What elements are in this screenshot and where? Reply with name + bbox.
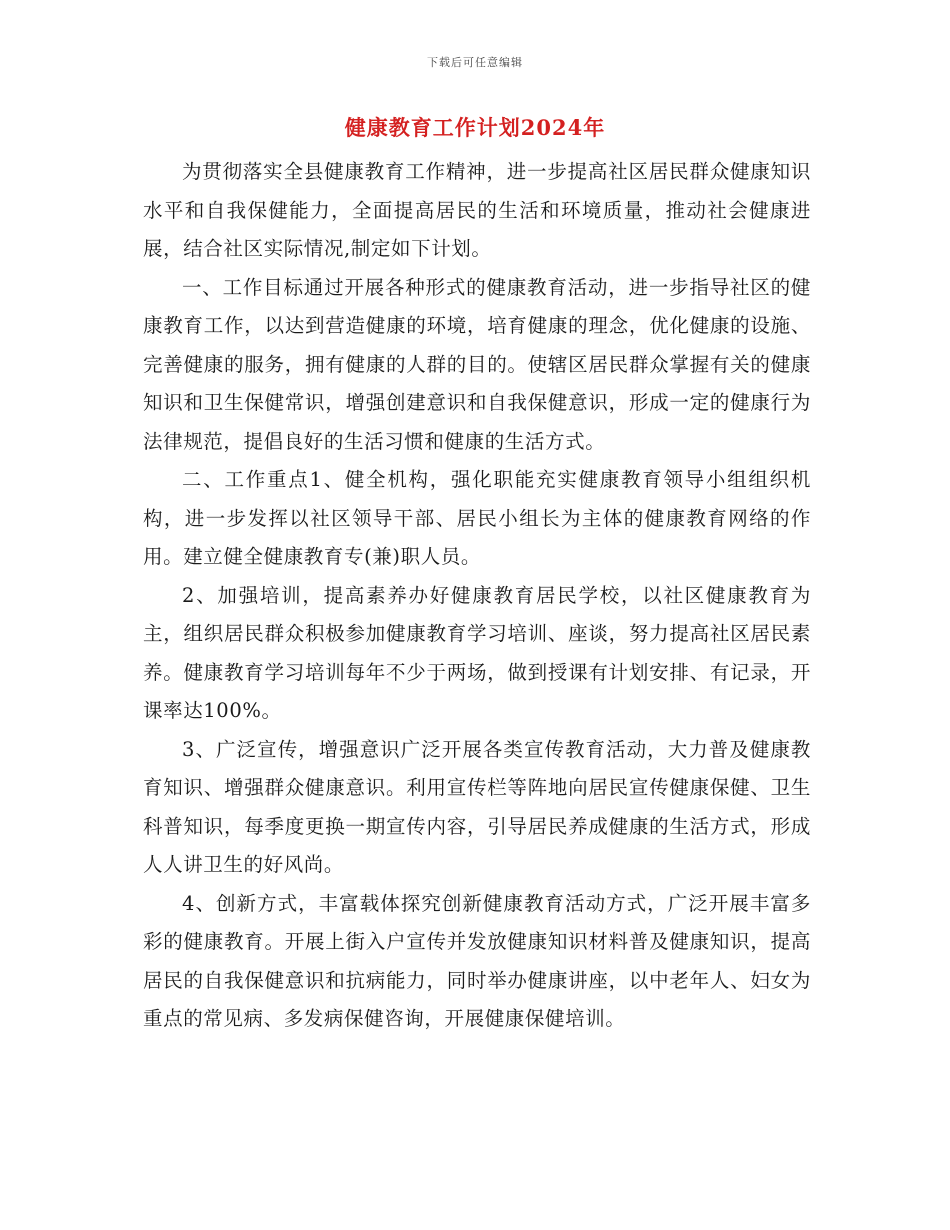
header-note: 下载后可任意编辑	[427, 56, 523, 69]
paragraph-innovation: 4、创新方式，丰富载体探究创新健康教育活动方式，广泛开展丰富多彩的健康教育。开展上街入户宣传并发放健康知识材料普及健康知识，提高居民的自我保健意识和抗病能力，同时举办健康讲座，以中老年人、妇女为重点的常见病、多发病保健咨询，开展健康保健培训。	[143, 891, 811, 1030]
document-body	[143, 153, 811, 1039]
paragraph-intro: 为贯彻落实全县健康教育工作精神，进一步提高社区居民群众健康知识水平和自我保健能力，全面提高居民的生活和环境质量，推动社会健康进展，结合社区实际情况,制定如下计划。	[143, 160, 811, 260]
document-title: 健康教育工作计划2024年	[344, 115, 606, 140]
paragraph-publicity: 3、广泛宣传，增强意识广泛开展各类宣传教育活动，大力普及健康教育知识、增强群众健康意识。利用宣传栏等阵地向居民宣传健康保健、卫生科普知识，每季度更换一期宣传内容，引导居民养成健康的生活方式，形成人人讲卫生的好风尚。	[143, 737, 811, 876]
paragraph-work-focus: 二、工作重点1、健全机构，强化职能充实健康教育领导小组组织机构，进一步发挥以社区领导干部、居民小组长为主体的健康教育网络的作用。建立健全健康教育专(兼)职人员。	[143, 468, 811, 568]
paragraph-training: 2、加强培训，提高素养办好健康教育居民学校，以社区健康教育为主，组织居民群众积极参加健康教育学习培训、座谈，努力提高社区居民素养。健康教育学习培训每年不少于两场，做到授课有计划安排、有记录，开课率达100%。	[143, 583, 811, 722]
paragraph-work-goal: 一、工作目标通过开展各种形式的健康教育活动，进一步指导社区的健康教育工作，以达到营造健康的环境，培育健康的理念，优化健康的设施、完善健康的服务，拥有健康的人群的目的。使辖区居民群众掌握有关的健康知识和卫生保健常识，增强创建意识和自我保健意识，形成一定的健康行为法律规范，提倡良好的生活习惯和健康的生活方式。	[143, 275, 811, 453]
